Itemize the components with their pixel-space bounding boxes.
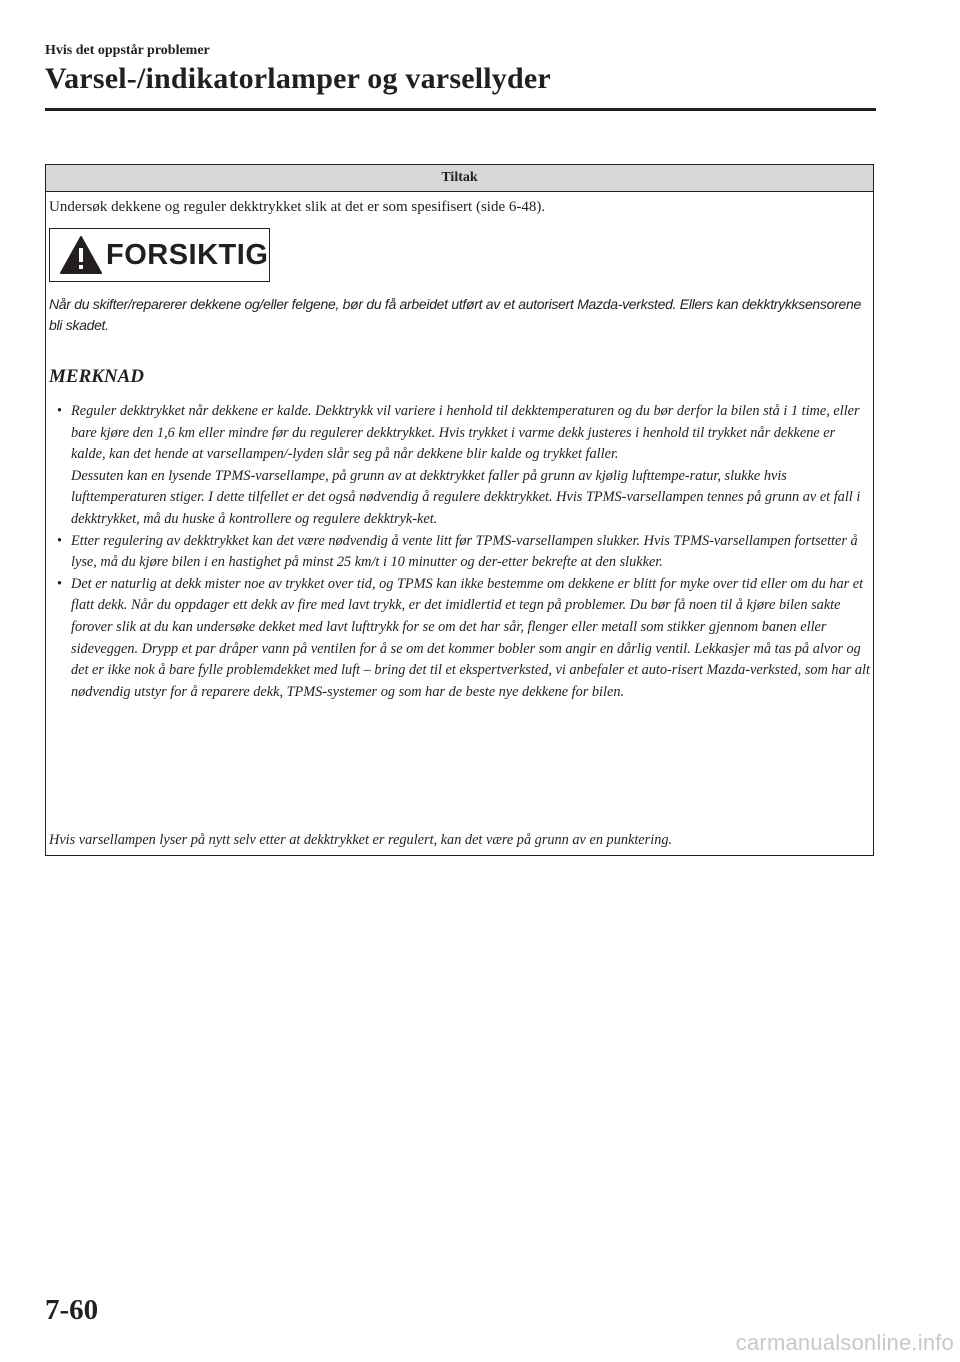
table-heading: Tiltak (46, 165, 873, 192)
warning-triangle-icon (59, 235, 103, 275)
note-title: MERKNAD (49, 366, 145, 387)
list-item (49, 531, 871, 574)
note-text: Det er naturlig at dekk mister noe av trykket over tid, og TPMS kan ikke bestemme om dekkene er blitt for myke over tid eller om du har et flatt dekk. Når du oppdager ett dekk av fire med lavt trykk, er det imidlertid et tegn på problemer. Du bør få noen til å kjøre bilen sakte forover slik at du kan undersøke dekket med lavt lufttrykk for se om det har sår, flenger eller metall som stikker gjennom banen eller sideveggen. Drypp et par dråper vann på ventilen for å se om det kommer bobler som angir en dårlig ventil. Lekkasjer må tas på alvor og det er ikke nok å bare fylle problemdekket med luft – bring det til et ekspertverksted, vi anbefaler et auto-risert Mazda-verksted, som har alt nødvendig utstyr for å reparere dekk, TPMS-systemer og som har de beste nye dekkene for bilen. (71, 575, 870, 700)
action-table (45, 164, 874, 856)
note-text-continued: Dessuten kan en lysende TPMS-varsellampe, på grunn av at dekktrykket faller på grunn av kjølig lufttempe-ratur, slukke hvis lufttemperaturen stiger. I dette tilfellet er det også nødvendig å regulere dekktrykket. Hvis TPMS-varsellampen tennes på grunn av et fall i dekktrykket, må du huske å kontrollere og regulere dekktryk-ket. (71, 467, 861, 527)
bullet: • (57, 403, 63, 419)
section-label: Hvis det oppstår problemer (45, 43, 210, 58)
header-rule (45, 108, 876, 111)
list-item (49, 574, 871, 704)
note-text: Etter regulering av dekktrykket kan det være nødvendig å vente litt før TPMS-varsellampen slukker. Hvis TPMS-varsellampen fortsetter å lyse, må du kjøre bilen i en hastighet på minst 25 km/t i 10 minutter og der-etter bekrefte at den slukker. (71, 532, 858, 571)
list-item (49, 401, 871, 531)
watermark: carmanualsonline.info (735, 1330, 954, 1355)
intro-text: Undersøk dekkene og reguler dekktrykket slik at det er som spesifisert (side 6-48). (49, 199, 546, 215)
note-list (49, 401, 871, 703)
note-text: Reguler dekktrykket når dekkene er kalde. Dekktrykk vil variere i henhold til dekktemperaturen og du bør derfor la bilen stå i 1 time, eller bare kjøre den 1,6 km eller mindre før du regulerer dekktrykket. Hvis trykket i varme dekk justeres i henhold til trykket når dekkene er kalde, kan det hende at varsellampen/-lyden slår seg på når dekkene blir kalde og trykket faller. (71, 403, 860, 463)
chapter-title: Varsel-/indikatorlamper og varsellyder (45, 62, 551, 95)
caution-box (49, 228, 270, 282)
page-number: 7-60 (45, 1294, 99, 1326)
caution-label: FORSIKTIG (106, 238, 269, 271)
bullet: • (57, 532, 63, 549)
caution-text: Når du skifter/reparerer dekkene og/eller felgene, bør du få arbeidet utført av et autorisert Mazda-verksted. Ellers kan dekktrykksensorene bli skadet. (49, 296, 861, 333)
bullet: • (57, 575, 63, 592)
final-text: Hvis varsellampen lyser på nytt selv etter at dekktrykket er regulert, kan det være på grunn av en punktering. (49, 832, 673, 848)
